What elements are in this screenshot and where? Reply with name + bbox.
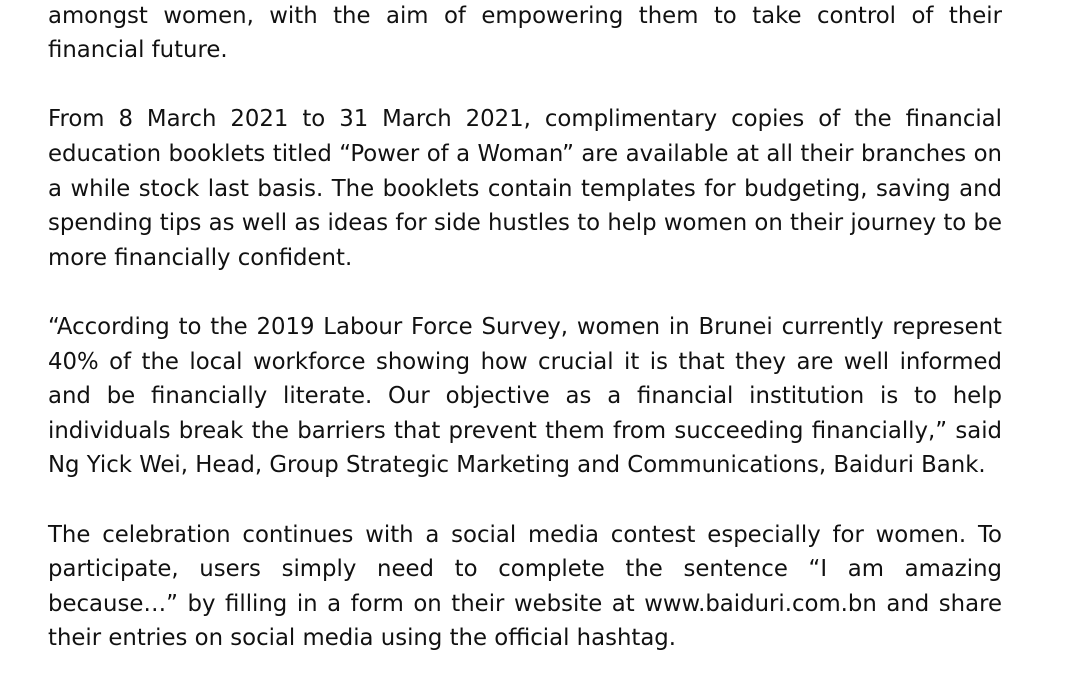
- paragraph-booklets: From 8 March 2021 to 31 March 2021, complimentary copies of the financial education booklets titled “Power of a Woman” are available at all their branches on a while stock last basis. The booklets contain templates for budgeting, saving and spending tips as well as ideas for side hustles to help women on their journey to be more financially confident.: [48, 106, 1002, 271]
- paragraph-quote: “According to the 2019 Labour Force Survey, women in Brunei currently represent 40% of the local workforce showing how crucial it is that they are well informed and be financially literate. Our objective as a financial institution is to help individuals break the barriers that prevent them from succeeding financially,” said Ng Yick Wei, Head, Group Strategic Marketing and Communications, Baiduri Bank.: [48, 313, 1002, 479]
- paragraph-intro: amongst women, with the aim of empowering them to take control of their financial future.: [48, 2, 1002, 64]
- article-body: [48, 0, 1002, 675]
- paragraph-contest: The celebration continues with a social media contest especially for women. To participate, users simply need to complete the sentence “I am amazing because…” by filling in a form on their website at www.baiduri.com.bn and share their entries on social media using the official hashtag.: [48, 521, 1002, 652]
